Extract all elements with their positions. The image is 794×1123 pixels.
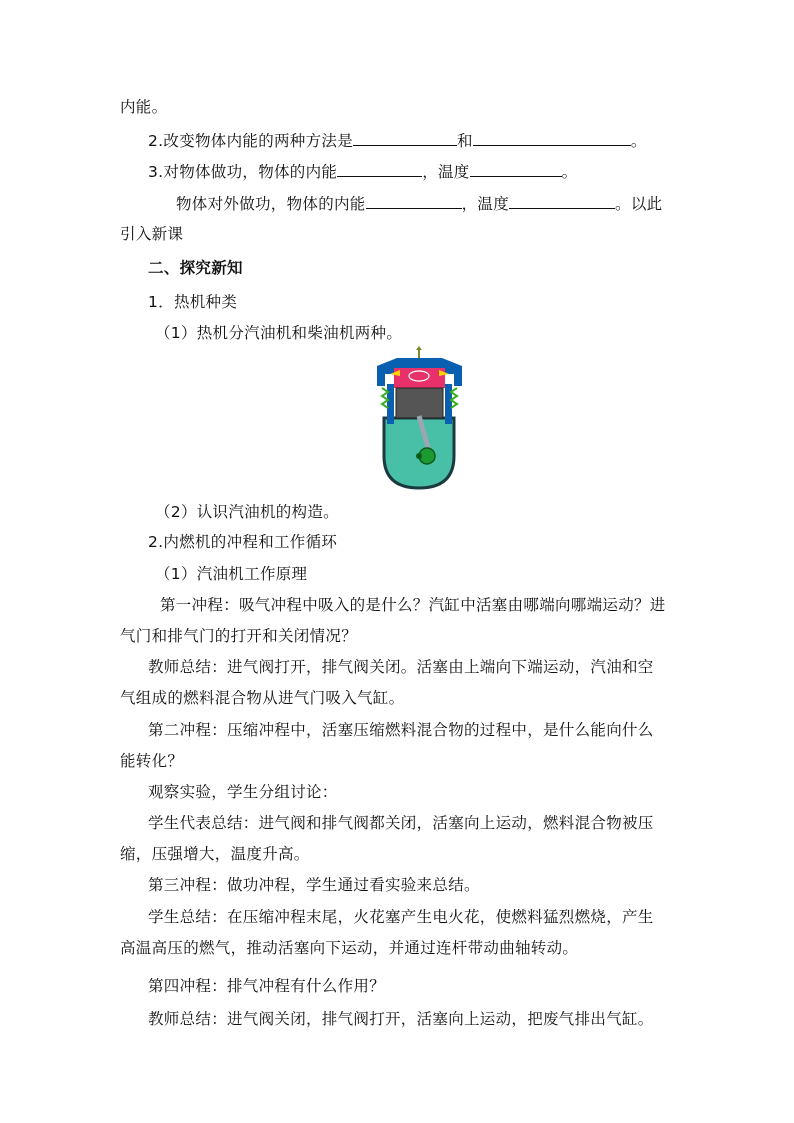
- text-line: （1）热机分汽油机和柴油机两种。: [155, 324, 403, 342]
- fill-blank: [470, 162, 562, 177]
- text-line: 引入新课: [120, 225, 184, 243]
- gasoline-engine-diagram: [372, 346, 467, 492]
- text-line: 教师总结：进气阀关闭，排气阀打开，活塞向上运动，把废气排出气缸。: [148, 1010, 654, 1028]
- piston: [396, 388, 443, 418]
- text-line: （1）汽油机工作原理: [155, 565, 308, 583]
- text-line: 气门和排气门的打开和关闭情况？: [120, 627, 358, 645]
- text-line: 教师总结：进气阀打开，排气阀关闭。活塞由上端向下端运动，汽油和空: [148, 658, 654, 676]
- text-line: 2.内燃机的冲程和工作循环: [148, 533, 338, 551]
- text-line: 第四冲程：排气冲程有什么作用？: [148, 977, 386, 995]
- text-line: 缩，压强增大，温度升高。: [120, 845, 310, 863]
- text-line: 学生代表总结：进气阀和排气阀都关闭，活塞向上运动，燃料混合物被压: [148, 814, 654, 832]
- fill-blank: [366, 194, 462, 209]
- text-line: 第二冲程：压缩冲程中，活塞压缩燃料混合物的过程中，是什么能向什么: [148, 721, 654, 739]
- text-line: 观察实验，学生分组讨论：: [148, 783, 338, 801]
- text-line: 3.对物体做功，物体的内能 ，温度 。: [148, 163, 578, 181]
- text-line: 第三冲程：做功冲程，学生通过看实验来总结。: [148, 876, 480, 894]
- cylinder-wall-left: [387, 384, 394, 424]
- fill-blank: [337, 162, 422, 177]
- fill-blank: [473, 131, 631, 146]
- text-line: 能转化？: [120, 752, 184, 770]
- section-heading: 二、探究新知: [148, 259, 243, 277]
- text-line: 2.改变物体内能的两种方法是 和 。: [148, 132, 647, 150]
- text-line: 学生总结：在压缩冲程末尾，火花塞产生电火花，使燃料猛烈燃烧，产生: [148, 908, 654, 926]
- text-line: 物体对外做功，物体的内能 ，温度 。以此: [176, 195, 663, 213]
- text-line: 高温高压的燃气，推动活塞向下运动，并通过连杆带动曲轴转动。: [120, 939, 579, 957]
- cylinder-wall-right: [445, 384, 452, 424]
- text-line: 气组成的燃料混合物从进气门吸入气缸。: [120, 689, 405, 707]
- fill-blank: [353, 131, 457, 146]
- spark-tip-icon: [416, 346, 422, 350]
- text-line: 第一冲程：吸气冲程中吸入的是什么？汽缸中活塞由哪端向哪端运动？进: [160, 596, 666, 614]
- text-line: 1．热机种类: [148, 293, 238, 311]
- text-line: 内能。: [120, 98, 168, 116]
- text-line: （2）认识汽油机的构造。: [155, 503, 339, 521]
- fill-blank: [509, 194, 615, 209]
- crank-pin: [416, 453, 422, 459]
